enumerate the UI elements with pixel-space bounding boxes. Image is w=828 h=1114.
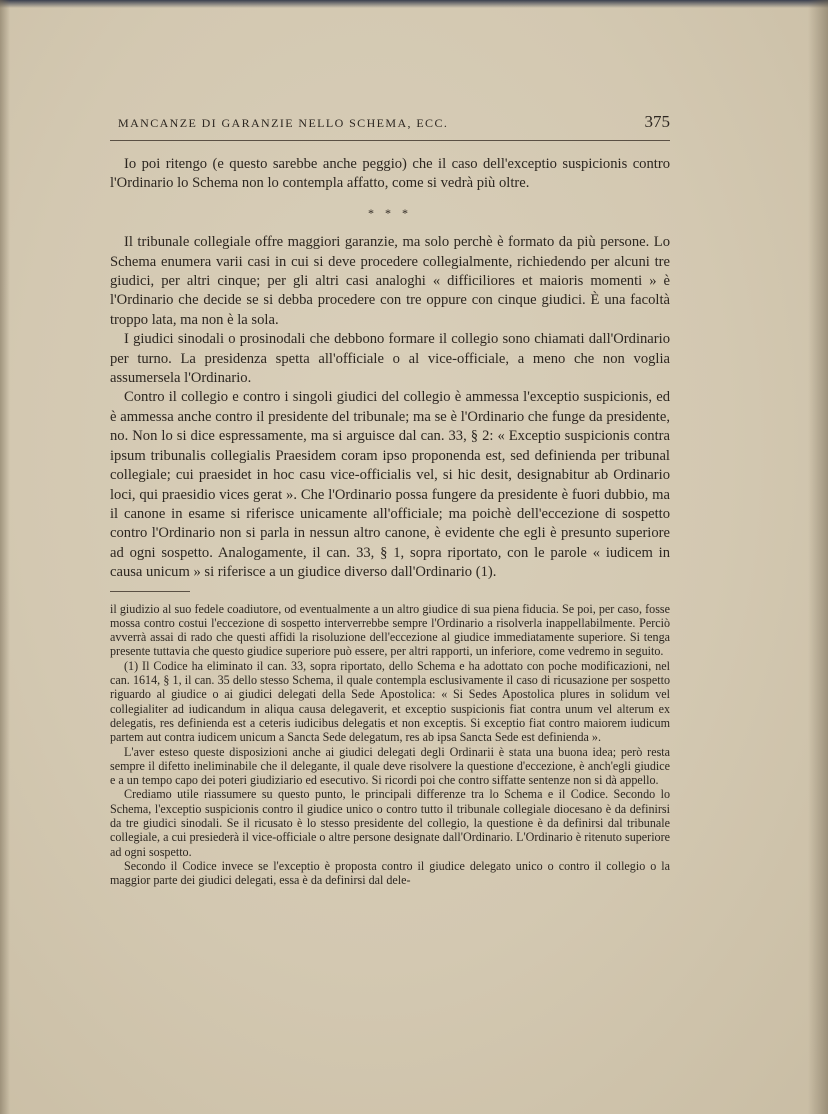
footnote-1-para-3: Crediamo utile riassumere su questo punto, le principali differenze tra lo Schema e il Codice. Secondo lo Schema, l'exceptio suspicionis contro il giudice unico o contro tutto il tribunale collegiale diocesano è da definirsi da tre giudici sinodali. Se il ricusato è lo stesso presidente del collegio, la questione è da definirsi dal tribunale collegiale, a cui presiederà il vice-officiale o altre persone designate dall'Ordinario. L'Ordinario è ritenuto superiore ad ogni sospetto. xyxy=(110,787,670,859)
footnote-1-para-4: Secondo il Codice invece se l'exceptio è proposta contro il giudice delegato unico o contro il collegio o la maggior parte dei giudici delegati, essa è da definirsi dal dele- xyxy=(110,858,670,888)
running-title: MANCANZE DI GARANZIE NELLO SCHEMA, ECC. xyxy=(118,116,449,130)
paragraph-3: I giudici sinodali o prosinodali che debbono formare il collegio sono chiamati dall'Ordinario per turno. La presidenza spetta all'officiale o al vice-officiale, a meno che non voglia assumersela l'Ordinario. xyxy=(110,331,670,387)
footnote-continuation: il giudizio al suo fedele coadiutore, od eventualmente a un altro giudice di sua piena fiducia. Se poi, per caso, fosse mossa contro costui l'eccezione di sospetto interverrebbe sempre l'Ordinario a risolverla inappellabilmente. Perciò avverrà assai di rado che questi affidi la risoluzione dell'eccezione al giudice immediatamente superiore. Si tenga presente tuttavia che questo giudice superiore può essere, per altri rapporti, un inferiore, come vedremo in seguito. xyxy=(110,601,670,659)
page-number: 375 xyxy=(644,112,670,131)
page-left-shadow xyxy=(0,0,10,1114)
running-head xyxy=(110,112,670,141)
section-break-asterism: * * * xyxy=(368,205,412,220)
scan-top-edge xyxy=(0,0,828,8)
paragraph-2: Il tribunale collegiale offre maggiori garanzie, ma solo perchè è formato da più persone. Lo Schema enumera varii casi in cui si deve procedere collegialmente, richiedendo per alcuni tre giudici, per altri cinque; per gli altri casi analoghi « difficiliores et maioris momenti » è l'Ordinario che decide se si debba procedere con tre oppure con cinque giudici. È una facoltà troppo lata, ma non è la sola. xyxy=(110,234,670,328)
footnote-1: (1) Il Codice ha eliminato il can. 33, sopra riportato, dello Schema e ha adottato con poche modificazioni, nel can. 1614, § 1, il can. 35 dello stesso Schema, il quale contempla esclusivamente il caso di ricusazione per sospetto riguardo al giudice o ai giudici delegati della Sede Apostolica: « Si Sedes Apostolica plures in solidum vel collegialiter ad iudicandum in aliqua causa delegaverit, et exceptio suspicionis fiat contra unum vel alterum ex delegatis, res definienda est a ceteris iudicibus delegatis et non exceptis. Si exceptio fiat contro maiorem iudicum partem aut contra iudicem unicum a Sancta Sede delegatum, res ab ipsa Sancta Sede est definienda ». xyxy=(110,658,670,745)
page-content xyxy=(110,112,670,887)
footnote-1-para-2: L'aver esteso queste disposizioni anche ai giudici delegati degli Ordinarii è stata una buona idea; però resta sempre il difetto ineliminabile che il delegante, il quale deve risolvere la questione d'eccezione, è anch'egli giudice e a un tempo capo dei poteri giudiziario ed esecutivo. Si ricordi poi che contro siffatte sentenze non si dà appello. xyxy=(110,744,670,788)
paragraph-1: Io poi ritengo (e questo sarebbe anche peggio) che il caso dell'exceptio suspicionis contro l'Ordinario lo Schema non lo contempla affatto, come si vedrà più oltre. xyxy=(110,156,670,192)
paragraph-4: Contro il collegio e contro i singoli giudici del collegio è ammessa l'exceptio suspicionis, ed è ammessa anche contro il presidente del tribunale; ma se è l'Ordinario che funge da presidente, no. Non lo si dice espressamente, ma si arguisce dal can. 33, § 2: « Exceptio suspicionis contra ipsum tribunalis collegialis Praesidem coram ipso proponenda est, sed definienda per tribunal collegiale; cui praesidet in hoc casu vice-officialis vel, si hic desit, designabitur ab Ordinario loci, qui praesidio vices gerat ». Che l'Ordinario possa fungere da presidente è fuori dubbio, ma il canone in esame si riferisce unicamente all'officiale; ma poichè dell'eccezione di sospetto contro l'Ordinario non si parla in nessun altro canone, è evidente che egli è presunto superiore ad ogni sospetto. Analogamente, il can. 33, § 1, sopra riportato, con le parole « iudicem in causa unicum » si riferisce a un giudice diverso dall'Ordinario (1). xyxy=(110,389,670,581)
footnotes xyxy=(110,602,670,888)
footnote-rule xyxy=(110,591,190,592)
main-text xyxy=(110,155,670,583)
page-right-shadow xyxy=(808,0,828,1114)
